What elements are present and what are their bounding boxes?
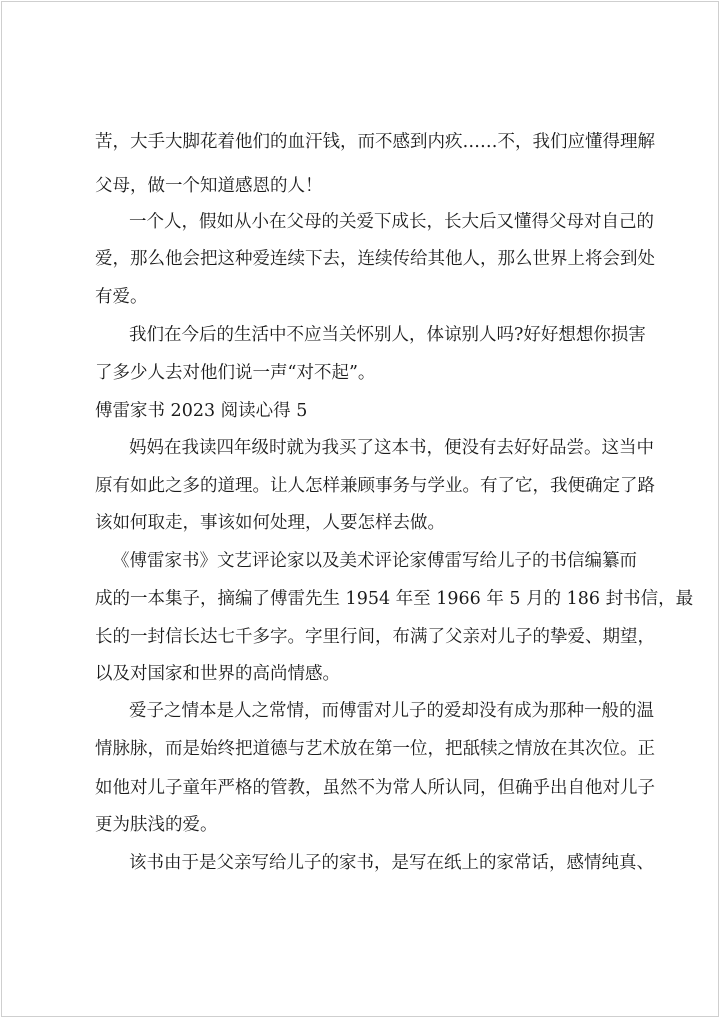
text-line: 如他对儿子童年严格的管教，虽然不为常人所认同，但确乎出自他对儿子 [95, 778, 655, 798]
text-line: 了多少人去对他们说一声“对不起”。 [95, 363, 376, 383]
section-heading: 傅雷家书 2023 阅读心得 5 [95, 401, 308, 421]
text-line: 爱子之情本是人之常情，而傅雷对儿子的爱却没有成为那种一般的温 [129, 701, 654, 721]
text-line: 《傅雷家书》文艺评论家以及美术评论家傅雷写给儿子的书信编纂而 [112, 551, 637, 571]
text-line: 该如何取走，事该如何处理，人要怎样去做。 [95, 513, 445, 533]
text-line: 有爱。 [95, 287, 148, 307]
document-page [1, 1, 719, 1017]
text-line: 更为肤浅的爱。 [95, 815, 218, 835]
text-line: 成的一本集子，摘编了傅雷先生 1954 年至 1966 年 5 月的 186 封书信，最 [95, 589, 694, 609]
text-line: 苦，大手大脚花着他们的血汗钱，而不感到内疚……不，我们应懂得理解 [95, 132, 655, 152]
text-line: 长的一封信长达七千多字。字里行间，布满了父亲对儿子的挚爱、期望， [95, 627, 655, 647]
text-line: 爱，那么他会把这种爱连续下去，连续传给其他人，那么世界上将会到处 [95, 249, 655, 269]
text-line: 一个人，假如从小在父母的关爱下成长，长大后又懂得父母对自己的 [129, 212, 654, 232]
text-line: 以及对国家和世界的高尚情感。 [95, 664, 340, 684]
text-line: 该书由于是父亲写给儿子的家书，是写在纸上的家常话，感情纯真、 [129, 853, 654, 873]
text-line: 情脉脉，而是始终把道德与艺术放在第一位，把舐犊之情放在其次位。正 [95, 739, 655, 759]
text-line: 原有如此之多的道理。让人怎样兼顾事务与学业。有了它，我便确定了路 [95, 476, 655, 496]
text-line: 妈妈在我读四年级时就为我买了这本书，便没有去好好品尝。这当中 [129, 438, 654, 458]
text-line: 父母，做一个知道感恩的人！ [95, 176, 323, 196]
text-line: 我们在今后的生活中不应当关怀别人，体谅别人吗?好好想想你损害 [129, 325, 646, 345]
